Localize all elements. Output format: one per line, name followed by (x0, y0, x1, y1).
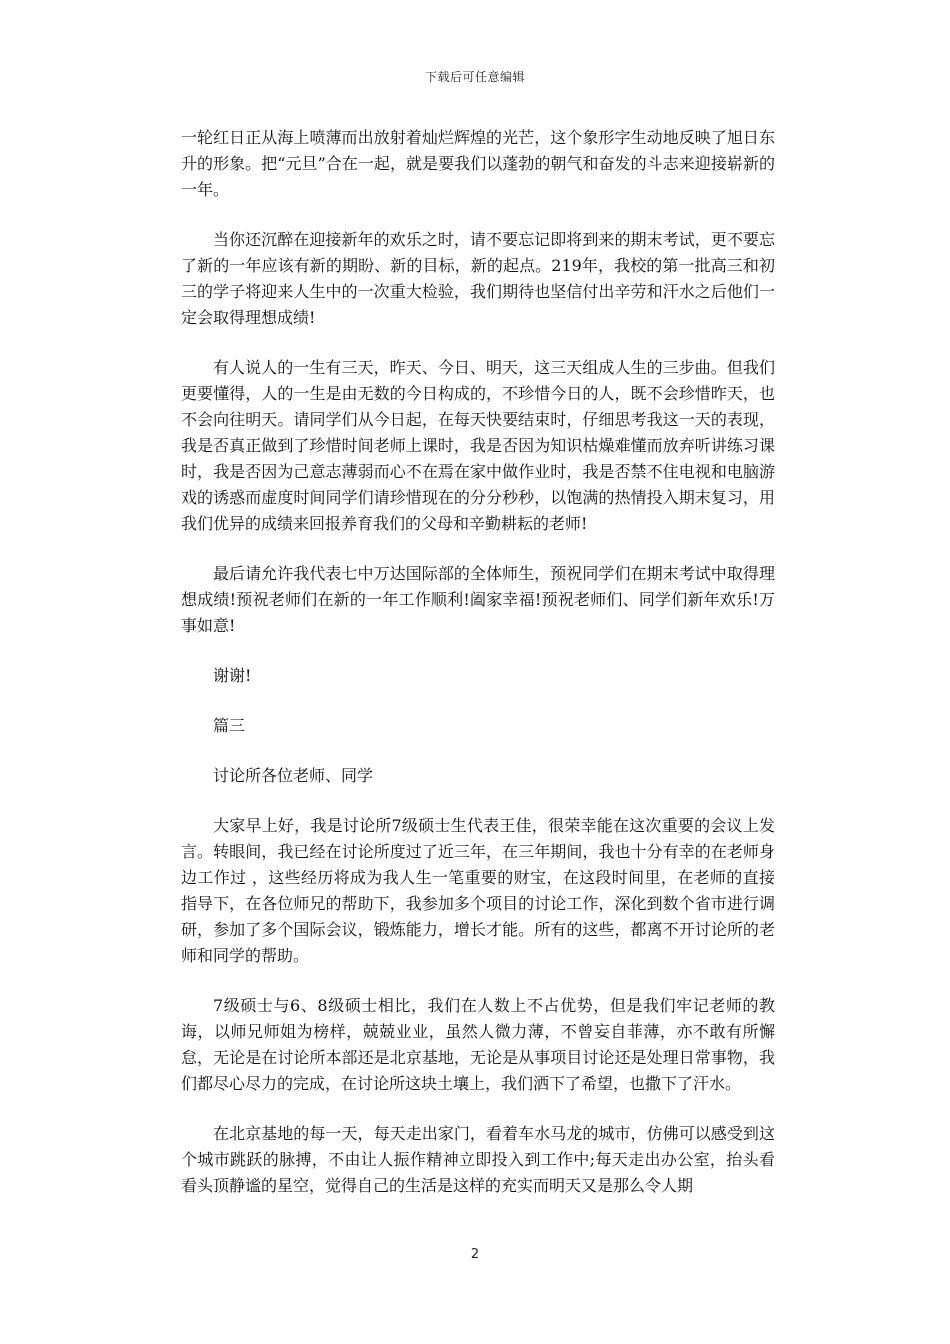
paragraph: 有人说人的一生有三天，昨天、今日、明天，这三天组成人生的三步曲。但我们更要懂得，人的一生是由无数的今日构成的，不珍惜今日的人，既不会珍惜昨天，也不会向往明天。请同学们从今日起，在每天快要结束时，仔细思考我这一天的表现，我是否真正做到了珍惜时间老师上课时，我是否因为知识枯燥难懂而放弃听讲练习课时，我是否因为己意志薄弱而心不在焉在家中做作业时，我是否禁不住电视和电脑游戏的诱惑而虚度时间同学们请珍惜现在的分分秒秒，以饱满的热情投入期末复习，用我们优异的成绩来回报养育我们的父母和辛勤耕耘的老师! (181, 358, 775, 533)
page-header: 下载后可任意编辑 (424, 70, 525, 84)
document-body (181, 125, 775, 1223)
closing-thanks: 谢谢! (213, 666, 252, 685)
salutation: 讨论所各位老师、同学 (213, 766, 374, 785)
paragraph: 大家早上好，我是讨论所7级硕士生代表王佳，很荣幸能在这次重要的会议上发言。转眼间，我已经在讨论所度过了近三年，在三年期间，我也十分有幸的在老师身边工作过 ，这些经历将成为我人生一笔重要的财宝，在这段时间里，在老师的直接指导下，在各位师兄的帮助下，我参加多个项目的讨论工作，深化到数个省市进行调研，参加了多个国际会议，锻炼能力，增长才能。所有的这些，都离不开讨论所的老师和同学的帮助。 (181, 816, 775, 965)
section-heading: 篇三 (213, 716, 246, 735)
page-number: 2 (470, 1247, 480, 1262)
paragraph: 最后请允许我代表七中万达国际部的全体师生，预祝同学们在期末考试中取得理想成绩!预祝老师们在新的一年工作顺利!阖家幸福!预祝老师们、同学们新年欢乐!万事如意! (181, 564, 775, 635)
paragraph: 在北京基地的每一天，每天走出家门，看着车水马龙的城市，仿佛可以感受到这个城市跳跃的脉搏，不由让人振作精神立即投入到工作中;每天走出办公室，抬头看看头顶静谧的星空，觉得自己的生活是这样的充实而明天又是那么令人期 (181, 1124, 775, 1195)
paragraph: 一轮红日正从海上喷薄而出放射着灿烂辉煌的光芒，这个象形字生动地反映了旭日东升的形象。把“元旦”合在一起，就是要我们以蓬勃的朝气和奋发的斗志来迎接崭新的一年。 (181, 128, 775, 199)
paragraph: 当你还沉醉在迎接新年的欢乐之时，请不要忘记即将到来的期末考试，更不要忘了新的一年应该有新的期盼、新的目标，新的起点。219年，我校的第一批高三和初三的学子将迎来人生中的一次重大检验，我们期待也坚信付出辛劳和汗水之后他们一定会取得理想成绩! (181, 230, 775, 327)
paragraph: 7级硕士与6、8级硕士相比，我们在人数上不占优势，但是我们牢记老师的教诲，以师兄师姐为榜样，兢兢业业，虽然人微力薄，不曾妄自菲薄，亦不敢有所懈怠，无论是在讨论所本部还是北京基地，无论是从事项目讨论还是处理日常事物，我们都尽心尽力的完成，在讨论所这块土壤上，我们洒下了希望，也撒下了汗水。 (181, 996, 775, 1093)
